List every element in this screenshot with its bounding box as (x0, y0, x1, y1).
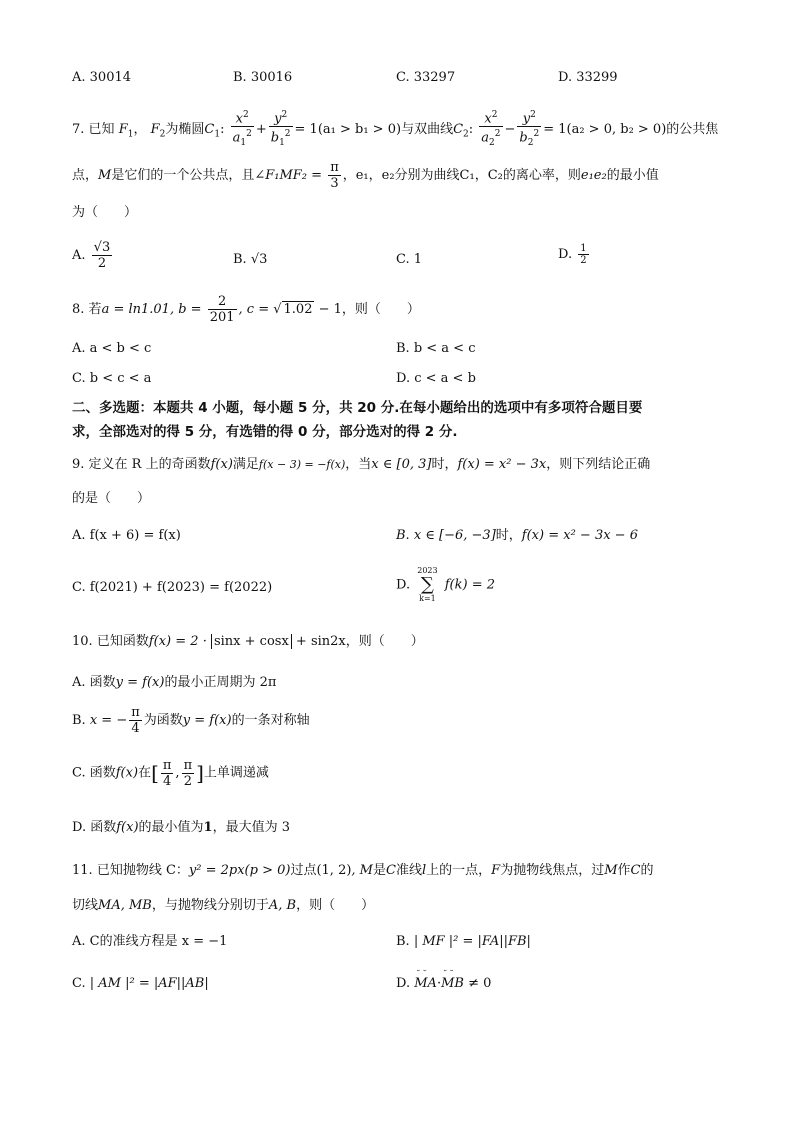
q10-option-b-tail: 为函数 (143, 713, 183, 728)
q11-option-c-expr: | AM |² = |AF||AB| (89, 976, 209, 991)
q11-line2d: A, B (268, 898, 297, 913)
q10-option-c-d1: 4 (163, 773, 172, 789)
q7-ellipse-frac-y: $\frac{y^2}{b_1^2}$ (270, 110, 291, 149)
q6-option-b[interactable]: B. 30016 (233, 70, 293, 85)
q7-stem-line3: 为（ ） (72, 205, 138, 220)
q7-angle: ∠F₁MF₂ = (254, 168, 323, 183)
q7-option-d-num: 1 (580, 243, 587, 254)
q11-stem-line1 (72, 859, 734, 883)
q11-lead: 已知抛物线 C： (96, 863, 189, 878)
q10-option-d-fn: f(x) (116, 820, 139, 835)
q8-c-tail: − 1 (318, 302, 342, 317)
q10-option-c-d2: 2 (183, 773, 192, 789)
q6-option-a[interactable]: A. 30014 (72, 70, 132, 85)
q7-option-b[interactable] (233, 249, 267, 271)
q9-option-b[interactable] (396, 525, 638, 547)
q11-eq: y² = 2px(p > 0) (188, 863, 291, 878)
q10-def2: + sin2x (295, 634, 346, 649)
q8-b-num: 2 (208, 294, 237, 310)
q10-option-d-lead: D. 函数 (72, 820, 117, 835)
q7-f1: F (118, 122, 128, 138)
q10-option-b[interactable] (72, 705, 310, 736)
q7-option-a-label: A. (72, 248, 86, 263)
q11-line2c: ，与抛物线分别切于 (151, 898, 269, 913)
q10-option-c-fn: f(x) (115, 765, 139, 781)
q10-option-d-tail: ，最大值为 3 (212, 820, 290, 835)
q10-option-c-frac1 (161, 758, 174, 789)
q7-option-d-frac (578, 243, 588, 266)
q11-c2: C (630, 863, 641, 878)
q11-option-a[interactable]: A. C的准线方程是 x = −1 (72, 934, 228, 949)
q11-option-d-vec-mb: ˘˘ MB (441, 973, 464, 995)
q10-tail: ，则（ ） (345, 634, 424, 649)
q10-def1: f(x) = 2 · (148, 634, 207, 649)
q7-hyper-word: 与双曲线 (401, 122, 454, 138)
q8-lead: 若 (88, 302, 102, 317)
q10-lead: 已知函数 (96, 634, 149, 649)
q11-option-c[interactable] (72, 973, 209, 995)
q11-option-d-tail: ≠ 0 (468, 976, 492, 991)
q11-stem-line2 (72, 895, 734, 917)
q10-number: 10. (72, 634, 93, 649)
q9-interval: x ∈ [0, 3] (371, 457, 432, 472)
q11-rest3: 上的一点， (426, 863, 492, 878)
q11-pass: 过点 (290, 863, 317, 878)
q8-c-radicand: 1.02 (283, 302, 313, 317)
q10-option-c-frac2 (182, 758, 195, 789)
q10-option-a-lead: A. 函数 (72, 675, 116, 690)
q10-option-d[interactable] (72, 817, 290, 839)
q8-b-den: 201 (209, 310, 235, 325)
section2-heading-line1: 二、多选题：本题共 4 小题，每小题 5 分，共 20 分.在每小题给出的选项中有多项符合题目要 (72, 400, 643, 416)
q8-tail: ，则（ ） (341, 302, 420, 317)
q9-stem-line2: 的是（ ） (72, 491, 151, 506)
q11-m2: M (604, 863, 618, 878)
q7-option-d-den: 2 (580, 255, 587, 266)
q11-line2a: 切线 (72, 898, 99, 913)
q7-stem-line2: 点，M是它们的一个公共点，且∠F₁MF₂ = $\frac{\pi}{3}$ ，e₁，e₂分别为曲线C₁，C₂的离心率，则e₁e₂的最小值 (72, 160, 659, 191)
q9-option-b-interval: B. x ∈ [−6, −3] (396, 528, 496, 543)
q11-l: l (421, 863, 427, 878)
q10-option-c-lead: C. 函数 (72, 765, 116, 781)
q7-option-a-frac (92, 240, 113, 271)
q6-option-c[interactable]: C. 33297 (396, 70, 456, 85)
q9-option-a[interactable]: A. f(x + 6) = f(x) (72, 528, 181, 543)
q9-option-b-def: f(x) = x² − 3x − 6 (521, 528, 638, 543)
q7-option-d[interactable] (558, 243, 591, 266)
q7-option-a-den: 2 (97, 256, 107, 271)
q11-option-d-label: D. (396, 976, 411, 991)
q7-option-d-label: D. (558, 247, 573, 262)
q10-option-b-end: 的一条对称轴 (231, 713, 310, 728)
section2-heading-line2: 求，全部选对的得 5 分，有选错的得 0 分，部分选对的得 2 分. (72, 424, 458, 440)
q11-c: C (386, 863, 396, 878)
q11-option-d-vec-ma: ˘˘ MA (414, 973, 437, 995)
q7-tail2: 的最小值 (606, 168, 659, 183)
q7-ellipse-word: 为椭圆 (165, 122, 205, 138)
q7-ellipse-name: C (204, 122, 215, 138)
q7-three: 3 (330, 176, 339, 191)
q9-option-d-sum-top: 2023 (417, 566, 438, 575)
q10-option-d-mid: 的最小值为 (138, 820, 204, 835)
q7-pi: π (330, 160, 339, 175)
q10-option-b-fn: y = f(x) (182, 713, 232, 728)
q9-option-b-shi: 时， (495, 528, 522, 543)
q9-lead: 定义在 R 上的奇函数 (88, 457, 211, 472)
q11-option-c-label: C. (72, 976, 86, 991)
q10-option-c-n1: π (162, 757, 172, 773)
q7-option-b-value: √3 (250, 252, 268, 267)
q10-option-b-den: 4 (131, 721, 140, 736)
q7-option-c[interactable]: C. 1 (396, 252, 423, 267)
q9-tail: ，则下列结论正确 (546, 457, 651, 472)
q11-point: (1, 2) (316, 863, 352, 878)
q11-option-d-dot: · (436, 976, 442, 991)
q7-cond2: (a₂ > 0, b₂ > 0) (566, 122, 667, 138)
q7-option-a[interactable] (72, 240, 114, 271)
q8-b-frac (208, 294, 237, 325)
q10-option-d-min: 1 (203, 820, 213, 835)
q8-c-eq: , c = (238, 302, 270, 317)
q7-f2: F (150, 122, 160, 138)
q9-fx: f(x) (210, 457, 233, 472)
q9-when: ，当 (345, 457, 372, 472)
q11-option-b[interactable] (396, 931, 531, 953)
q7-option-b-label: B. (233, 252, 247, 267)
q10-option-b-frac (129, 705, 142, 736)
q7-e-part: ，e₁，e₂分别为曲线 (342, 168, 460, 183)
q11-rest1: 是 (373, 863, 387, 878)
q10-option-c-zai: 在 (138, 765, 152, 781)
q9-cond: f(x − 3) = −f(x) (258, 458, 346, 471)
q10-option-b-label: B. (72, 713, 86, 728)
q8-option-c[interactable]: C. b < c < a (72, 371, 152, 386)
q11-line2e: ，则（ ） (296, 898, 375, 913)
q8-option-b[interactable]: B. b < a < c (396, 341, 476, 356)
q9-def: f(x) = x² − 3x (457, 457, 547, 472)
q8-number: 8. (72, 302, 85, 317)
q8-option-a[interactable]: A. a < b < c (72, 341, 152, 356)
q10-option-c[interactable]: C. 函数f(x)在[ $\frac{\pi}{4}$ , $\frac{\pi}{2}$ ]上单调递减 (72, 757, 269, 789)
q9-option-d-label: D. (396, 577, 411, 593)
q11-option-b-label: B. (396, 934, 410, 949)
q9-cond-word: 满足 (232, 457, 259, 472)
q7-stem-line1: 7. 已知 $F_1$， $F_2$为椭圆$C_1$: $\frac{x^2}{a_1^2}$ + $\frac{y^2}{b_1^2}$ = 1(a₁ > b₁ > 0)与双曲线$C_2$: $\frac{x^2}{a_2^2}$ − $\frac{y^2}{b_2^2}$ = 1(a₂ > 0, b₂ > 0)的公共焦 (72, 108, 734, 151)
q7-option-a-num: √3 (93, 240, 111, 255)
q10-option-c-tail: 上单调递减 (203, 765, 269, 781)
q7-curves: C₁，C₂的离心率，则 (459, 168, 581, 183)
q11-rest4: 为抛物线焦点，过 (500, 863, 605, 878)
q9-option-d-tail: f(k) = 2 (444, 577, 495, 593)
q7-hyper-frac-y: $\frac{y^2}{b_2^2}$ (519, 110, 540, 149)
q10-option-c-n2: π (183, 757, 193, 773)
q7-hyper-frac-x: $\frac{x^2}{a_2^2}$ (481, 110, 501, 149)
q9-option-c[interactable]: C. f(2021) + f(2023) = f(2022) (72, 580, 273, 595)
q7-hyper-name: C (453, 122, 464, 138)
q10-option-b-x: x = − (89, 713, 128, 728)
q9-shi: 时， (431, 457, 458, 472)
q11-rest2: 准线 (395, 863, 422, 878)
q10-option-a[interactable] (72, 672, 276, 694)
q9-stem-line1 (72, 452, 734, 478)
q7-lead: 已知 (88, 122, 115, 138)
q7-line2-lead: 点， (72, 168, 99, 183)
q8-stem: 8. 若a = ln1.01, b = $\frac{2}{201}$ , c = √ 1.02 − 1，则（ ） (72, 294, 420, 325)
q10-stem (72, 629, 734, 655)
q11-option-d[interactable] (396, 973, 491, 995)
q10-option-a-fn: y = f(x) (115, 675, 165, 690)
q9-number: 9. (72, 457, 85, 472)
q11-number: 11. (72, 863, 93, 878)
q10-abs: sinx + cosx (211, 634, 292, 649)
q7-tail1: 的公共焦 (666, 122, 719, 138)
q11-rest6: 的 (640, 863, 654, 878)
q11-option-b-expr: | MF |² = |FA||FB| (413, 934, 531, 949)
q8-a-eq: a = ln1.01, b = (101, 302, 202, 317)
q11-m: , M (351, 863, 373, 878)
q9-option-d[interactable] (396, 566, 495, 604)
q9-option-d-sum: 2023 ∑ k=1 (417, 566, 438, 603)
q8-option-d[interactable]: D. c < a < b (396, 371, 476, 386)
q10-option-a-tail: 的最小正周期为 2π (164, 675, 277, 690)
q11-rest5: 作 (617, 863, 631, 878)
q7-pi-over-3 (328, 160, 341, 191)
q7-ellipse-frac-x: $\frac{x^2}{a_1^2}$ (232, 110, 252, 149)
q6-option-d[interactable]: D. 33299 (558, 70, 618, 85)
q7-number: 7. (72, 122, 85, 138)
q9-option-d-sum-bottom: k=1 (419, 594, 436, 603)
q7-prod: e₁e₂ (580, 168, 607, 183)
q11-line2b: MA, MB (98, 898, 152, 913)
q10-option-b-num: π (131, 705, 140, 720)
q7-m-word: 是它们的一个公共点，且 (111, 168, 255, 183)
q11-f: F (491, 863, 501, 878)
q7-cond1: (a₁ > b₁ > 0) (317, 122, 402, 138)
